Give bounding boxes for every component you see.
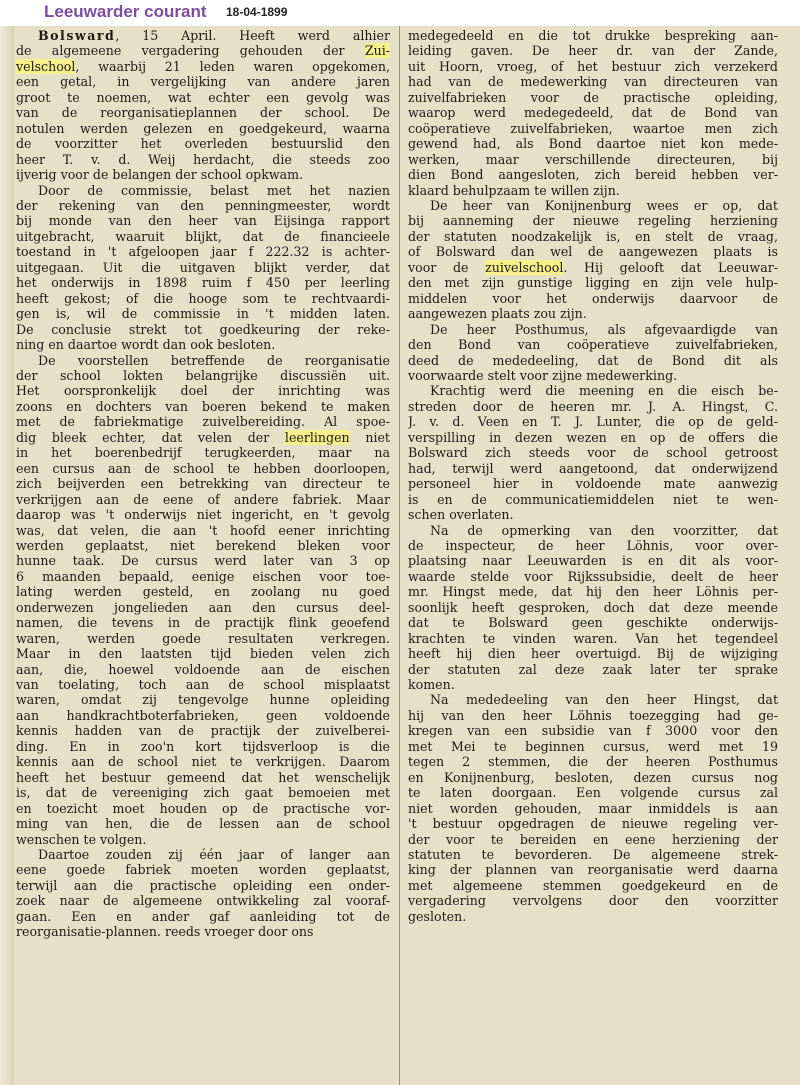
article-line: heeft het bestuur gemeend dat het wenschelijk [16, 769, 390, 785]
article-line: De heer Posthumus, als afgevaardigde van [430, 321, 778, 337]
article-line: ning en daartoe wordt dan ook besloten. [16, 337, 276, 353]
article-line: ming van hen, die de lessen aan de school [16, 816, 390, 832]
article-line: middelen voor het onderwijs daarvoor de [408, 290, 778, 306]
article-line: Na mededeeling van den heer Hingst, dat [430, 692, 778, 708]
article-line: bij monde van den heer van Eijsinga rapport [16, 213, 390, 229]
article-line: kennis aan de school niet te verkrijgen. Daarom [16, 754, 390, 770]
article-line: coöperatieve zuivelfabrieken, waartoe men zich [408, 120, 778, 136]
article-line: zich beijverden een betrekking van directeur te [16, 476, 390, 492]
article-line: is, dat de vereeniging zich gaat bemoeien met [16, 785, 390, 801]
article-line: niet worden gehouden, maar inmiddels is aan [408, 800, 778, 816]
article-line: medegedeeld en die tot drukke bespreking aan- [408, 28, 778, 43]
article-line: gaan. Een en ander gaf aanleiding tot de [16, 908, 390, 924]
article-line: gewend had, als Bond daartoe niet kon mede- [408, 136, 778, 152]
newspaper-clipping [0, 26, 800, 1085]
publication-date: 18-04-1899 [226, 5, 288, 19]
article-line: krachten te vinden waren. Van het tegendeel [408, 630, 778, 646]
article-line: in het boerenbedrijf terugkeerden, maar na [16, 445, 390, 461]
article-line: gesloten. [408, 908, 467, 924]
article-line: werden geplaatst, niet berekend bleken voor [16, 537, 390, 553]
article-line: heer T. v. d. Weij herdacht, die steeds zoo [16, 151, 390, 167]
clipping-left-edge [0, 26, 14, 1085]
article-line: Bolsward, 15 April. Heeft werd alhier [38, 28, 390, 43]
article-line: heeft hij dien heer overtuigd. Bij de wijziging [408, 646, 778, 662]
article-line: der rekening van den penningmeester, wordt [16, 197, 390, 213]
article-line: king der plannen van reorganisatie werd daarna [408, 862, 778, 878]
article-line: uit Hoorn, vroeg, of het bestuur zich verzekerd [408, 58, 778, 74]
article-line: der statuten noodzakelijk is, en stelt de vraag, [408, 228, 778, 244]
article-line: wenschen te volgen. [16, 831, 147, 847]
article-line: Na de opmerking van den voorzitter, dat [430, 522, 778, 538]
article-line: werken, maar verschillende directeuren, bij [408, 151, 778, 167]
article-line: heeft gekost; of die hooge som te rechtvaardi- [16, 290, 390, 306]
article-line: met de fabriekmatige zuivelbereiding. Al spoe- [16, 414, 390, 430]
article-line: der school lokten belangrijke discussiën uit. [16, 367, 390, 383]
article-line: voor de zuivelschool. Hij gelooft dat Leeuwar- [408, 259, 778, 275]
article-line: 't bestuur opgedragen de nieuwe regeling ver- [408, 816, 778, 832]
article-line: is en de communicatiemiddelen niet te wen- [408, 491, 778, 507]
article-line: hunne taak. De cursus werd later van 3 op [16, 553, 390, 569]
article-line: terwijl aan die practische opleiding een onder- [16, 877, 390, 893]
article-line: het onderwijs in 1898 ruim f 450 per leerling [16, 275, 390, 291]
article-line: leiding gaven. De heer dr. van der Zande, [408, 43, 778, 59]
article-line: aan, die, hoewel voldoende aan de eischen [16, 661, 390, 677]
article-line: te laten doorgaan. Een volgende cursus zal [408, 785, 778, 801]
article-line: schen overlaten. [408, 507, 514, 523]
article-line: kennis hadden van de practijk der zuivelberei- [16, 723, 390, 739]
article-line: uitgegaan. Uit die uitgaven blijkt verder, dat [16, 259, 390, 275]
article-line: der statuten zal deze zaak later ter sprake [408, 661, 778, 677]
search-term-highlight: zuivelschool [485, 259, 564, 275]
article-line: klaard behulpzaam te willen zijn. [408, 182, 620, 198]
article-line: van de reorganisatieplannen der school. De [16, 105, 390, 121]
article-line: lating werden gesteld, en zoolang nu goed [16, 584, 390, 600]
article-line: Maar in den laatsten tijd bieden velen zich [16, 646, 390, 662]
article-line: uitgebracht, waaruit blijkt, dat de financieele [16, 228, 390, 244]
article-line: Daartoe zouden zij één jaar of langer aan [38, 847, 390, 863]
article-line: de voorzitter het overleden bestuurslid den [16, 136, 390, 152]
article-line: vergadering vervolgens door den voorzitter [408, 893, 778, 909]
article-line: met Mei te beginnen cursus, werd met 19 [408, 738, 778, 754]
article-line: eene goede fabriek moeten worden geplaatst, [16, 862, 390, 878]
article-line: waren, omdat zij tengevolge hunne opleiding [16, 692, 390, 708]
article-line: Bolsward zich steeds voor de school getroost [408, 445, 778, 461]
article-line: notulen werden gelezen en goedgekeurd, waarna [16, 120, 390, 136]
article-line: een getal, in vergelijking van andere jaren [16, 74, 390, 90]
article-line: en Konijnenburg, besloten, dezen cursus nog [408, 769, 778, 785]
article-line: daarop was 't onderwijs niet ingericht, en 't gevolg [16, 507, 390, 523]
article-line: De heer van Konijnenburg wees er op, dat [430, 197, 778, 213]
search-term-highlight: Zui- [364, 43, 390, 59]
article-line: statuten te bevorderen. De algemeene strek- [408, 847, 778, 863]
article-line: den Bond van coöperatieve zuivelfabrieken, [408, 337, 778, 353]
article-line: soonlijk heeft gesproken, doch dat deze meende [408, 599, 778, 615]
article-line: dien Bond aangesloten, zich bereid hebben ver- [408, 167, 778, 183]
article-column-right [408, 28, 778, 924]
article-line: verkrijgen aan de eene of andere fabriek. Maar [16, 491, 390, 507]
article-line: waarde stelde voor Rijkssubsidie, deelt de heer [408, 568, 778, 584]
article-line: mr. Hingst mede, dat hij den heer Löhnis per- [408, 584, 778, 600]
article-line: met algemeene stemmen goedgekeurd en de [408, 877, 778, 893]
dateline-place: Bolsward [38, 28, 116, 43]
newspaper-title: Leeuwarder courant [44, 2, 207, 21]
search-term-highlight: leerlingen [284, 429, 350, 445]
article-line: reorganisatie-plannen. reeds vroeger door ons [16, 924, 314, 940]
article-line: tegen 2 stemmen, die der heeren Posthumus [408, 754, 778, 770]
article-line: hij van den heer Löhnis toezegging had ge- [408, 707, 778, 723]
article-line: Door de commissie, belast met het nazien [38, 182, 390, 198]
article-line: zoons en dochters van boeren bekend te maken [16, 398, 390, 414]
article-line: of Bolsward dan wel de aangewezen plaats is [408, 244, 778, 260]
article-line: de algemeene vergadering gehouden der Zui- [16, 43, 390, 59]
article-line: der voor te bereiden en eene herziening der [408, 831, 778, 847]
article-line: verspilling in dezen wezen en op de offers die [408, 429, 778, 445]
article-line: aangewezen plaats zou zijn. [408, 306, 587, 322]
article-line: De voorstellen betreffende de reorganisatie [38, 352, 390, 368]
article-line: en toezicht moet houden op de practische vor- [16, 800, 390, 816]
article-line: namen, die tevens in de practijk flink geoefend [16, 615, 390, 631]
article-line: een cursus aan de school te hebben doorloopen, [16, 460, 390, 476]
masthead [0, 0, 800, 26]
article-line: plaatsing naar Leeuwarden is en dit als voor- [408, 553, 778, 569]
article-line: zoek naar de algemeene ontwikkeling zal vooraf- [16, 893, 390, 909]
article-line: toestand in 't afgeloopen jaar f 222.32 is achter- [16, 244, 390, 260]
article-line: groot te noemen, wat echter een gevolg was [16, 89, 390, 105]
article-line: ijverig voor de belangen der school opkwam. [16, 167, 304, 183]
article-line: deed de mededeeling, dat de Bond dit als [408, 352, 778, 368]
article-line: aan handkrachtboterfabrieken, geen voldoende [16, 707, 390, 723]
article-line: zuivelfabrieken voor de practische opleiding, [408, 89, 778, 105]
article-column-left [16, 28, 390, 940]
article-line: J. v. d. Veen en T. J. Lunter, die op de geld- [408, 414, 778, 430]
article-line: Krachtig werd die meening en die eisch be- [430, 383, 778, 399]
article-line: van toelating, toch aan de school misplaatst [16, 677, 390, 693]
article-line: De conclusie strekt tot goedkeuring der reke- [16, 321, 390, 337]
article-line: personeel hier in voldoende mate aanwezig [408, 476, 778, 492]
article-line: komen. [408, 677, 455, 693]
article-line: velschool, waarbij 21 leden waren opgekomen, [16, 58, 390, 74]
article-line: had, terwijl werd aangetoond, dat onderwijzend [408, 460, 778, 476]
article-line: streden door de heeren mr. J. A. Hingst, C. [408, 398, 778, 414]
article-line: was, dat velen, die aan 't hoofd eener inrichting [16, 522, 390, 538]
article-line: kregen van een subsidie van f 3000 voor den [408, 723, 778, 739]
article-line: ding. En in zoo'n kort tijdsverloop is die [16, 738, 390, 754]
article-line: dig bleek echter, dat velen der leerlingen niet [16, 429, 390, 445]
article-line: dat te Bolsward geen geschikte onderwijs- [408, 615, 778, 631]
article-line: waren, werden goede resultaten verkregen. [16, 630, 390, 646]
article-line: had van de medewerking van directeuren van [408, 74, 778, 90]
article-line: 6 maanden bepaald, eenige eischen voor toe- [16, 568, 390, 584]
article-line: den met zijn gunstige ligging en zijn vele hulp- [408, 275, 778, 291]
article-line: bij aanneming der nieuwe regeling herziening [408, 213, 778, 229]
article-line: voorwaarde stelt voor zijne medewerking. [408, 367, 678, 383]
article-line: waarop werd medegedeeld, dat de Bond van [408, 105, 778, 121]
article-line: gen is, wil de commissie in 't midden laten. [16, 306, 390, 322]
article-line: de inspecteur, de heer Löhnis, voor over- [408, 537, 778, 553]
search-term-highlight: velschool [16, 58, 76, 74]
article-line: Het oorspronkelijk doel der inrichting was [16, 383, 390, 399]
column-divider [399, 26, 400, 1085]
article-line: onderwezen jongelieden aan den cursus deel- [16, 599, 390, 615]
